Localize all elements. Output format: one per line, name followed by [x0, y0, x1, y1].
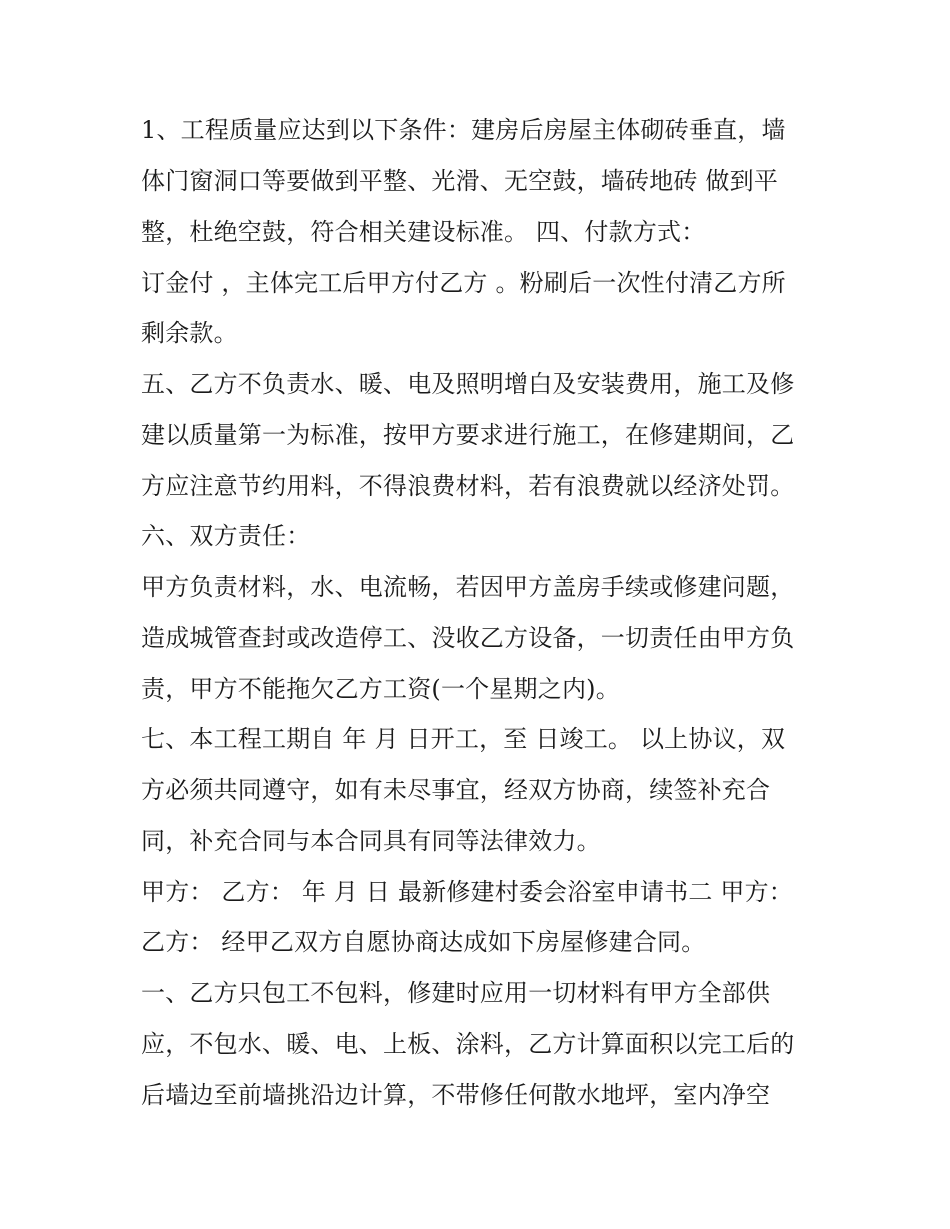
text-line-2: 体门窗洞口等要做到平整、光滑、无空鼓，墙砖地砖 做到平 [141, 167, 779, 195]
text-line-19: 应，不包水、暖、电、上板、涂料，乙方计算面积以完工后的 [141, 1030, 795, 1058]
text-line-3: 整，杜绝空鼓，符合相关建设标准。 四、付款方式： [141, 218, 706, 246]
text-line-16: 甲方： 乙方： 年 月 日 最新修建村委会浴室申请书二 甲方： [141, 878, 793, 906]
text-line-6: 五、乙方不负责水、暖、电及照明增白及安装费用，施工及修 [141, 370, 795, 398]
text-line-13: 七、本工程工期自 年 月 日开工，至 日竣工。 以上协议，双 [141, 725, 786, 753]
text-line-7: 建以质量第一为标准，按甲方要求进行施工，在修建期间，乙 [141, 421, 795, 449]
text-line-8: 方应注意节约用料，不得浪费材料，若有浪费就以经济处罚。 [141, 472, 795, 500]
text-line-17: 乙方： 经甲乙双方自愿协商达成如下房屋修建合同。 [141, 928, 706, 956]
text-line-12: 责，甲方不能拖欠乙方工资(一个星期之内)。 [141, 675, 620, 703]
text-line-15: 同，补充合同与本合同具有同等法律效力。 [141, 827, 601, 855]
text-line-10: 甲方负责材料，水、电流畅，若因甲方盖房手续或修建问题， [141, 573, 795, 601]
text-line-14: 方必须共同遵守，如有未尽事宜，经双方协商，续签补充合 [141, 776, 771, 804]
text-line-18: 一、乙方只包工不包料，修建时应用一切材料有甲方全部供 [141, 979, 771, 1007]
text-line-5: 剩余款。 [141, 319, 238, 347]
text-line-4: 订金付 ，主体完工后甲方付乙方 。粉刷后一次性付清乙方所 [141, 269, 786, 297]
text-line-20: 后墙边至前墙挑沿边计算，不带修任何散水地坪，室内净空 [141, 1081, 771, 1109]
text-line-9: 六、双方责任： [141, 522, 311, 550]
text-line-1: 1、工程质量应达到以下条件：建房后房屋主体砌砖垂直，墙 [141, 116, 786, 144]
text-line-11: 造成城管查封或改造停工、没收乙方设备，一切责任由甲方负 [141, 624, 795, 652]
